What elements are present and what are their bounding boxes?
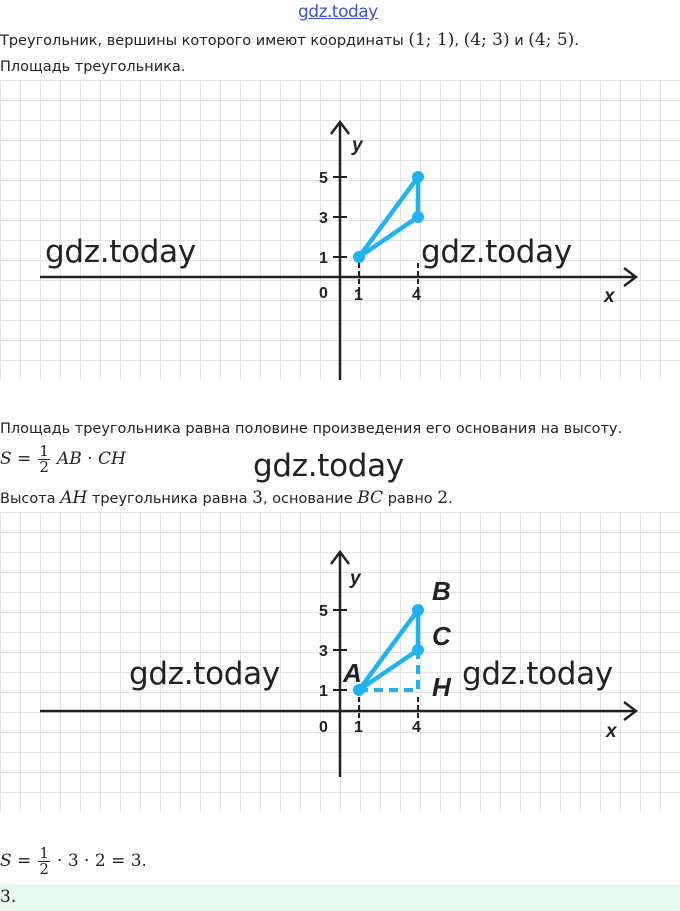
watermark: gdz.today [421,234,572,270]
problem-text: Треугольник, вершины которого имеют координаты [0,33,404,49]
label-c: C [432,621,451,651]
value-3: 3 [252,488,263,508]
graph-1 [0,80,680,380]
text: , основание [262,491,353,507]
formula-lhs: S = [0,449,32,469]
point-2: (4; 3) [463,30,510,50]
point-1: (1; 1) [408,30,455,50]
x-axis-label: x [604,286,615,307]
y-axis-label: y [350,568,361,589]
watermark: gdz.today [45,234,196,270]
value-2: 2 [437,488,449,508]
fraction-numerator: 1 [39,442,49,460]
result-formula [0,846,147,877]
y-tick-label-1: 1 [319,250,328,267]
height-base-sentence [0,488,453,509]
comma: , [454,33,459,49]
x-tick-label-1: 1 [354,719,363,736]
watermark: gdz.today [129,656,280,692]
x-tick-label-4: 4 [412,719,421,736]
origin-label: 0 [319,285,328,302]
result-rhs: · 3 · 2 = 3 [57,851,142,871]
fraction-half [38,846,50,877]
period: . [574,33,579,49]
label-b: B [432,576,451,606]
vertex-4-5 [412,171,424,183]
site-link[interactable]: gdz.today [298,2,378,22]
period: . [141,851,147,870]
label-a: A [343,658,362,688]
y-tick-label-5: 5 [319,603,328,620]
label-h: H [432,672,451,702]
problem-question: Площадь треугольника. [0,59,186,75]
triangle [359,610,418,690]
vertex-b [412,604,424,616]
problem-statement [0,30,579,51]
origin-label: 0 [319,719,328,736]
watermark: gdz.today [462,656,613,692]
solution-sentence: Площадь треугольника равна половине произведения его основания на высоту. [0,421,623,437]
fraction-numerator: 1 [39,844,49,862]
vertex-c [412,644,424,656]
graph-2 [0,512,680,812]
area-formula [0,444,126,475]
vertex-1-1 [353,251,365,263]
formula-rhs: AB · CH [57,449,126,469]
point-3: (4; 5) [528,30,575,50]
x-tick-label-4: 4 [412,287,421,304]
answer-value: 3. [0,887,17,907]
vertex-4-3 [412,211,424,223]
text: Высота [0,491,56,507]
fraction-half [38,444,50,475]
and-word: и [514,33,524,49]
y-tick-label-3: 3 [319,210,328,227]
fraction-denominator: 2 [39,458,49,476]
watermark: gdz.today [253,448,404,484]
y-tick-label-1: 1 [319,683,328,700]
triangle [359,177,418,257]
x-axis-label: x [606,721,617,742]
period: . [448,491,453,507]
x-tick-label-1: 1 [354,287,363,304]
y-tick-label-5: 5 [319,170,328,187]
fraction-denominator: 2 [39,860,49,878]
text: треугольника равна [91,491,248,507]
y-axis-label: y [352,135,363,156]
y-tick-label-3: 3 [319,643,328,660]
graph-1-plot [0,80,680,380]
var-ah: AH [60,488,88,508]
result-lhs: S = [0,851,32,871]
text: равно [387,491,433,507]
answer-box [0,885,680,911]
var-bc: BC [357,488,384,508]
